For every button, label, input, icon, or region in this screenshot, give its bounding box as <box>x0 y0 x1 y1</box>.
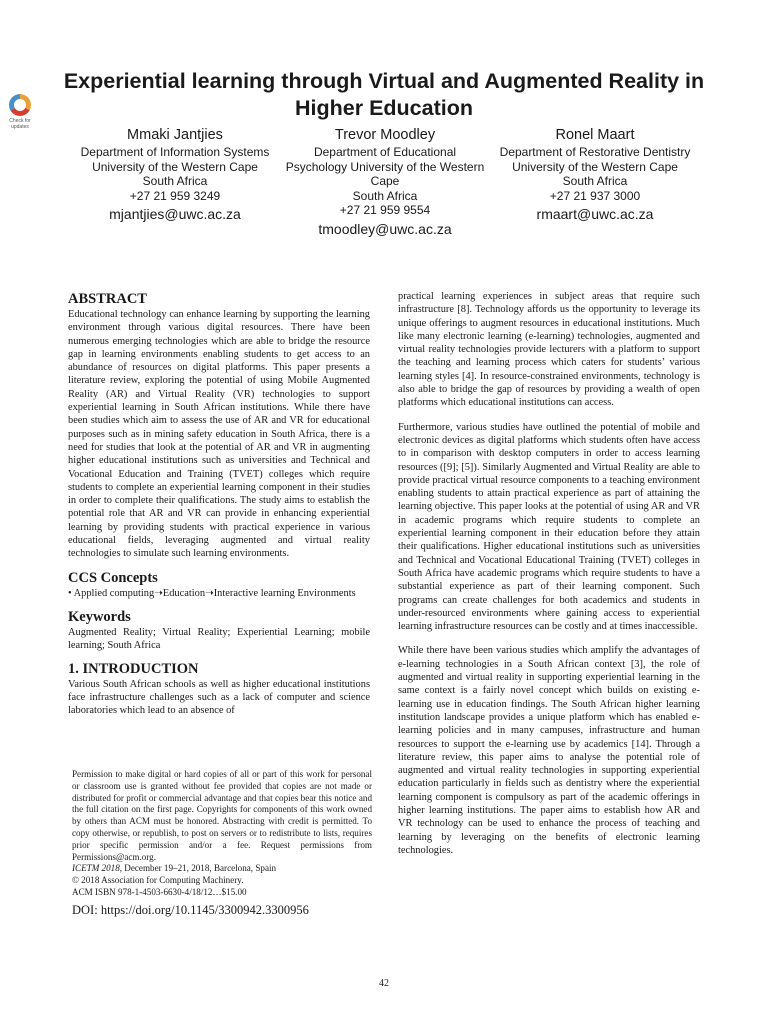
author-email[interactable]: tmoodley@uwc.ac.za <box>318 220 452 237</box>
conference-name: ICETM 2018 <box>72 863 120 874</box>
author-phone: +27 21 959 9554 <box>339 203 431 217</box>
permission-notice: Permission to make digital or hard copies of all or part of this work for personal or classroom use is granted without fee provided that copies are not made or distributed for profit or commercial advantage and that copies bear this notice and the full citation on the first page. Copyrights for components of this work owned by others than ACM must be honored. Abstracting with credit is permitted. To copy otherwise, or republish, to post on servers or to redistribute to lists, requires prior specific permission and/or a fee. Request permissions from Permissions@acm.org. <box>72 769 372 862</box>
ccs-heading: CCS Concepts <box>68 569 158 586</box>
author-country: South Africa <box>562 174 628 188</box>
abstract-heading: ABSTRACT <box>68 291 147 307</box>
check-for-updates-badge[interactable] <box>4 94 36 130</box>
author-department: Psychology University of the Western <box>285 159 485 174</box>
conference-line <box>72 863 372 875</box>
author-phone: +27 21 937 3000 <box>549 188 641 203</box>
author-name: Ronel Maart <box>555 127 635 143</box>
conference-details: , December 19–21, 2018, Barcelona, Spain <box>119 863 277 874</box>
author-university: University of the Western Cape <box>512 159 678 174</box>
doi-line <box>72 902 372 918</box>
body-paragraph: Furthermore, various studies have outlined the potential of mobile and electronic devices as digital platforms which students often have access to in comparison with desktop computers in order to access learning resources ([9]; [5]). Similarly Augmented and Virtual Reality are able to provide practical virtual resource components to a teaching environment enabling students to attain practical experience as part of attaining the learning objective. This paper looks at the potential of using AR and VR in academic programs which require students to complete an experiential learning component in their education before they attain their qualifications. Higher educational institutions such as universities and Technical and Vocational Educational Training (TVET) colleges in South Africa have academic programs which require students to have a substantial experience as part of their learning component. Such programs can create challenges for both academics and students in under-resourced environments where gaining access to experiential learning infrastructure resources can be costly and at times inaccessible. <box>398 421 700 633</box>
author-department: Department of Restorative Dentistry <box>499 145 691 159</box>
doi-prefix: DOI: <box>72 902 101 917</box>
keywords-text: Augmented Reality; Virtual Reality; Experiential Learning; mobile learning; South Africa <box>68 626 370 652</box>
author-block <box>280 126 490 238</box>
author-phone: +27 21 959 3249 <box>129 188 221 203</box>
isbn-line: ACM ISBN 978-1-4503-6630-4/18/12…$15.00 <box>72 886 247 897</box>
keywords-heading: Keywords <box>68 608 131 625</box>
doi-link[interactable]: https://doi.org/10.1145/3300942.3300956 <box>100 902 309 917</box>
author-name: Trevor Moodley <box>334 127 436 143</box>
author-email[interactable]: mjantjies@uwc.ac.za <box>109 206 241 222</box>
right-column <box>398 290 700 857</box>
author-name: Mmaki Jantjies <box>127 127 223 143</box>
badge-label: Check for updates <box>9 118 31 130</box>
author-university: University of the Western Cape <box>92 159 258 174</box>
copyright-line: © 2018 Association for Computing Machinery. <box>72 875 244 886</box>
paper-title: Experiential learning through Virtual and Augmented Reality in Higher Education <box>63 69 705 120</box>
abstract-text: Educational technology can enhance learning by supporting the learning environment through various digital resources. There have been numerous emerging technologies which are able to bridge the resource gap in learning environments enabling students to get access to an abundance of resources on digital platforms. This paper presents a literature review, exploring the potential of using Mobile Augmented Reality (AR) and Virtual Reality (VR) technologies to support experiential learning in South African institutions. While there have been studies which aim to assess the use of AR and VR for educational purposes such as in mining safety education in South Africa, there is a need for studies that look at the potential of AR and VR in augmenting higher educational institutions such as universities and Technical and Vocational Education and Training (TVET) colleges which require students to complete an experiential learning component in their studies in order to complete their qualifications. The study aims to establish the potential role that AR and VR can provide in enhancing experiential learning by providing students with practical experience in various educational fields, leveraging augmented and virtual reality technologies to simulate such learning environments. <box>68 309 370 560</box>
author-department: Cape <box>370 174 400 188</box>
left-column <box>68 290 370 717</box>
author-department: Department of Information Systems <box>80 145 270 159</box>
author-block <box>490 126 700 223</box>
permission-block <box>72 769 372 918</box>
author-email[interactable]: rmaart@uwc.ac.za <box>536 206 654 222</box>
author-country: South Africa <box>142 174 208 188</box>
crossmark-icon <box>9 94 31 116</box>
author-block <box>70 126 280 223</box>
page-number: 42 <box>379 978 389 989</box>
author-department: Department of Educational <box>313 145 457 159</box>
body-paragraph: practical learning experiences in subject areas that require such infrastructure [8]. Technology affords us the opportunity to leverage its unique offerings to augment resources in educational institutions. Much like many electronic learning (e-learning) technologies, augmented and virtual reality technologies provide lecturers with a platform to support the teaching and learning process which caters for students’ various learning styles [4]. In resource-constrained environments, technology is also able to bridge the gap of resources by providing a wealth of open platforms which educational institutions can access. <box>398 291 700 409</box>
introduction-text: Various South African schools as well as higher educational institutions face infrastructure challenges such as a lack of computer and science laboratories which lead to an absence of <box>68 678 370 717</box>
introduction-heading: 1. INTRODUCTION <box>68 660 199 677</box>
ccs-text: • Applied computing➝Education➝Interactive learning Environments <box>68 587 356 599</box>
author-country: South Africa <box>352 188 418 203</box>
body-paragraph: While there have been various studies which amplify the advantages of e-learning technologies in a South African context [3], the role of augmented and virtual reality in supporting experiential learning in the same context is a fairly novel concept which builds on existing e-learning use in education findings. The South African higher learning institution landscape provides a unique platform which has enabled e-learning policies and in many campuses, infrastructure and human resources to support the e-learning use by academics [14]. Through a literature review, this paper aims to analyse the potential role of augmented and virtual reality technologies in supporting experiential education particularly in fields such as dentistry where the experiential learning component is compulsory as part of the academic offerings in higher learning institutions. The paper aims to establish how AR and VR technology can be used to enhance the process of teaching and learning by leveraging on the benefits of electronic learning technologies. <box>398 645 700 856</box>
